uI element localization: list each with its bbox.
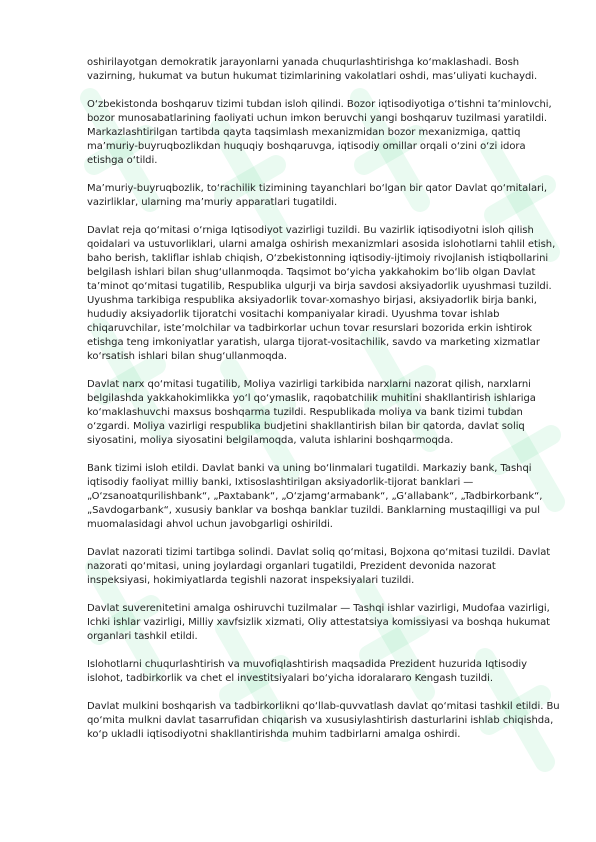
paragraph-9: Islohotlarni chuqurlashtirish va muvofiqlashtirish maqsadida Prezident huzurida Iqtisodiy islohot, tadbirkorlik va chet el investitsiyalari bo‘yicha idoralararo Kengash tuzildi. (87, 659, 527, 684)
paragraph-6: Bank tizimi isloh etildi. Davlat banki va uning bo‘linmalari tugatildi. Markaziy bank, Tashqi iqtisodiy faoliyat milliy banki, Ixtisoslashtirilgan aksiyadorlik-tijorat banklari — „O‘zsanoatqurilishbank“, „Paxtabank“, „O‘zjamg‘armabank“, „G‘allabank“, „Tadbirkorbank“, „Savdogarbank“, xususiy banklar va boshqa banklar tuzildi. Banklarning mustaqilligi va pul muomalasidagi ahvol uchun javobgarligi oshirildi. (87, 463, 543, 530)
paragraph-1: oshirilayotgan demokratik jarayonlarni yanada chuqurlashtirishga ko‘maklashadi. Bosh vazirning, hukumat va butun hukumat tizimlarining vakolatlari oshdi, mas’uliyati kuchaydi. (87, 57, 538, 82)
paragraph-4: Davlat reja qo‘mitasi o‘rniga Iqtisodiyot vazirligi tuzildi. Bu vazirlik iqtisodiyotni isloh qilish qoidalari va ustuvorliklari, ularni amalga oshirish mexanizmlari asosida islohotlarni tahlil etish, baho berish, takliflar ishlab chiqish, O‘zbekistonning iqtisodiy-ijtimoiy rivojlanish istiqbollarini belgilash ishlari bilan shug‘ullanmoqda. Taqsimot bo‘yicha yakkahokim bo‘lib olgan Davlat ta’minot qo‘mitasi tugatilib, Respublika ulgurji va birja savdosi aksiyadorlik uyushmasi tuzildi. Uyushma tarkibiga respublika aksiyadorlik tovar-xomashyo birjasi, aksiyadorlik birja banki, hududiy aksiyadorlik tijoratchi vositachi kompaniyalar kiradi. Uyushma tovar ishlab chiqaruvchilar, iste’molchilar va tadbirkorlar uchun tovar resurslari bozorida erkin ishtirok etishga teng imkoniyatlar yaratish, ularga tijorat-vositachilik, savdo va marketing xizmatlar ko‘rsatish ishlari bilan shug‘ullanmoqda. (87, 225, 556, 362)
paragraph-5: Davlat narx qo‘mitasi tugatilib, Moliya vazirligi tarkibida narxlarni nazorat qilish, narxlarni belgilashda yakkahokimlikka yo‘l qo‘ymaslik, raqobatchilik muhitini shakllantirish ishlariga ko‘maklashuvchi maxsus boshqarma tuzildi. Respublikada moliya va bank tizimi tubdan o‘zgardi. Moliya vazirligi respublika budjetini shakllantirish bilan bir qatorda, davlat soliq siyosatini, moliya siyosatini belgilamoqda, valuta ishlarini boshqarmoqda. (87, 379, 536, 446)
paragraph-10: Davlat mulkini boshqarish va tadbirkorlikni qo‘llab-quvvatlash davlat qo‘mitasi tashkil etildi. Bu qo‘mita mulkni davlat tasarrufidan chiqarish va xususiylashtirish dasturlarini ishlab chiqishda, ko‘p ukladli iqtisodiyotni shakllantirishda muhim tadbirlarni amalga oshirdi. (87, 701, 560, 740)
paragraph-3: Ma’muriy-buyruqbozlik, to‘rachilik tizimining tayanchlari bo‘lgan bir qator Davlat qo‘mitalari, vazirliklar, ularning ma’muriy apparatlari tugatildi. (87, 183, 547, 208)
paragraph-2: O‘zbekistonda boshqaruv tizimi tubdan isloh qilindi. Bozor iqtisodiyotiga o‘tishni ta’minlovchi, bozor munosabatlarining faoliyati uchun imkon beruvchi yangi boshqaruv tuzilmasi yaratildi. Markazlashtirilgan tartibda qayta taqsimlash mexanizmidan bozor mexanizmiga, qattiq ma’muriy-buyruqbozlikdan huquqiy boshqaruvga, iqtisodiy omillar orqali o‘zini o‘zi idora etishga o‘tildi. (87, 99, 552, 166)
document-body (87, 56, 562, 756)
paragraph-7: Davlat nazorati tizimi tartibga solindi. Davlat soliq qo‘mitasi, Bojxona qo‘mitasi tuzildi. Davlat nazorati qo‘mitasi, uning joylardagi organlari tugatildi, Prezident devonida nazorat inspeksiyasi, hokimiyatlarda tegishli nazorat inspeksiyalari tuzildi. (87, 547, 551, 586)
paragraph-8: Davlat suverenitetini amalga oshiruvchi tuzilmalar — Tashqi ishlar vazirligi, Mudofaa vazirligi, Ichki ishlar vazirligi, Milliy xavfsizlik xizmati, Oliy attestatsiya komissiyasi va boshqa hukumat organlari tashkil etildi. (87, 603, 551, 642)
